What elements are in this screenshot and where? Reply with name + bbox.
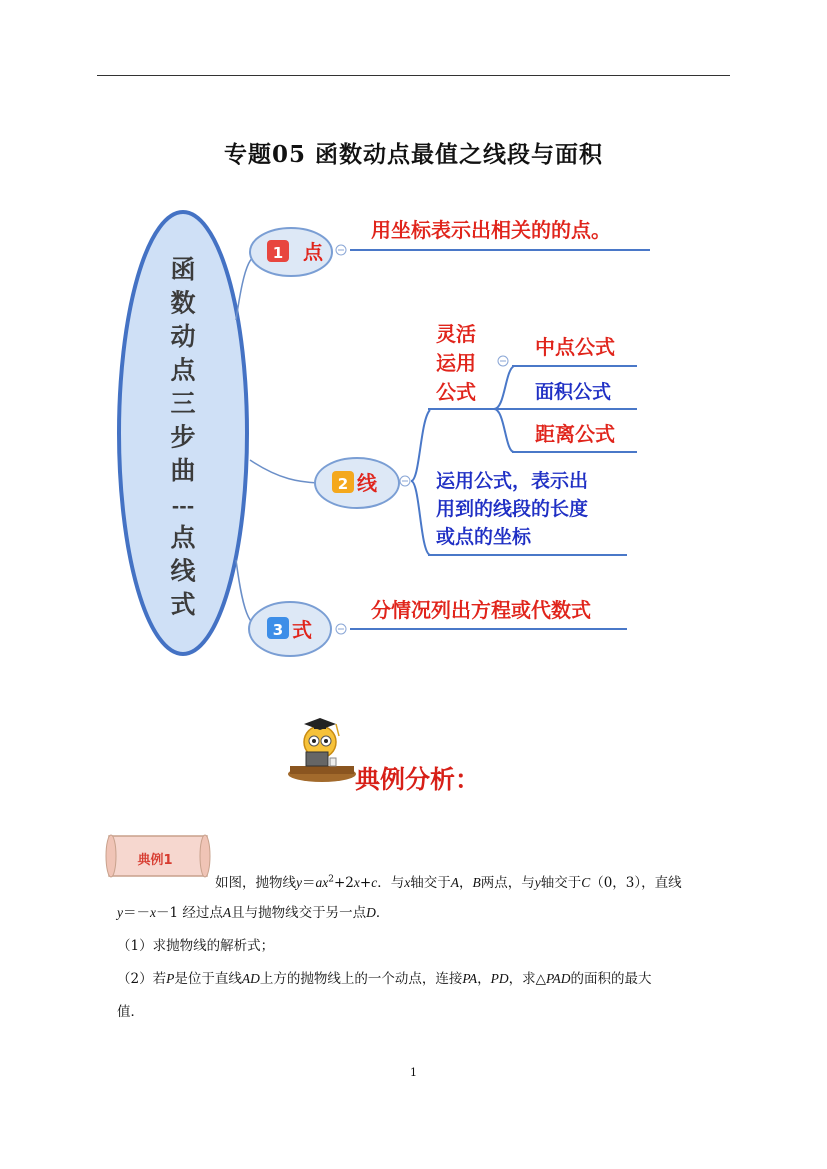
root-char: 函 [170,255,196,284]
root-char: 曲 [170,456,196,485]
branch-3-node [249,602,331,656]
branch-1-label: 点 [303,240,323,264]
branch-1-badge-num: 1 [272,244,284,262]
example-heading: 典例分析： [355,765,481,794]
root-char: 式 [170,590,196,619]
formula-area: 面积公式 [535,381,612,403]
branch-2-badge-num: 2 [337,475,349,493]
root-char: --- [171,496,195,518]
root-char: 动 [170,322,196,351]
branch-2-sub-2: 运用 [436,351,476,375]
page-number: 1 [410,1066,417,1079]
example-scroll-tag [103,830,211,882]
root-char: 点 [170,523,196,552]
branch-2-desc-3: 或点的坐标 [436,526,532,548]
root-char: 三 [170,389,196,418]
root-char: 步 [170,422,196,452]
question-2-cont: 值． [117,1004,144,1020]
branch-1-desc: 用坐标表示出相关的的点。 [371,218,611,242]
branch-2-label: 线 [357,471,377,495]
mindmap-root-text [170,255,196,619]
branch-3-desc: 分情况列出方程或代数式 [371,598,591,622]
mascot-illustration [284,712,356,784]
example-tag-label: 典例1 [137,853,173,868]
branch-3-badge-num: 3 [272,621,284,639]
branch-2-sub-1: 灵活 [436,322,476,346]
root-char: 线 [170,556,196,586]
branch-2-sub-3: 公式 [436,380,476,404]
branch-3-label: 式 [292,618,312,642]
branch-2-desc-1: 运用公式，表示出 [436,470,589,492]
problem-line-2: y＝－x－1 经过点A且与抛物线交于另一点D． [117,905,390,921]
connector-2 [250,460,318,483]
question-1: （1）求抛物线的解析式； [117,938,275,954]
page-title: 专题05 函数动点最值之线段与面积 [223,141,603,168]
formula-midpoint: 中点公式 [535,335,615,359]
root-char: 数 [170,288,196,318]
branch-2-desc-2: 用到的线段的长度 [436,498,589,520]
formula-distance: 距离公式 [535,422,615,446]
question-2: （2）若P是位于直线AD上方的抛物线上的一个动点，连接PA，PD，求△PAD的面积的最大 [117,971,652,987]
root-char: 点 [170,355,196,385]
problem-line-1: 如图，抛物线$y=ax^2+2x+c$．与x轴交于A，B两点，与y轴交于C（0，3），直线 [215,874,682,891]
